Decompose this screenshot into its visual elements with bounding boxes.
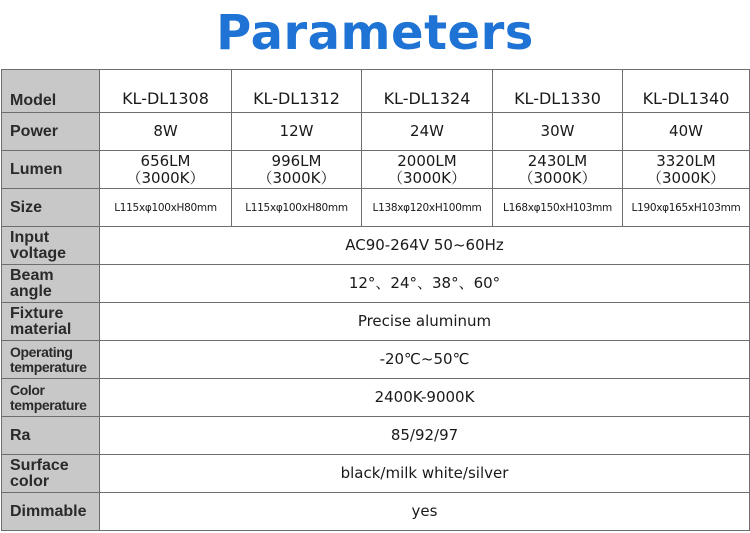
- table-row-color-temperature: [2, 379, 750, 417]
- label-line: angle: [10, 282, 52, 300]
- model-cell: KL-DL1340: [623, 70, 750, 113]
- row-label-input-voltage: [2, 227, 100, 265]
- row-label-power: Power: [2, 113, 100, 151]
- page-title: Parameters: [216, 5, 534, 61]
- lumen-value: 2000LM: [397, 151, 457, 170]
- row-label-dimmable: Dimmable: [2, 493, 100, 531]
- power-cell: 24W: [362, 113, 493, 151]
- row-label-size: Size: [2, 189, 100, 227]
- lumen-cell: [493, 151, 623, 189]
- label-line: temperature: [10, 396, 87, 413]
- size-cell: L168xφ150xH103mm: [493, 189, 623, 227]
- table-row-ra: [2, 417, 750, 455]
- table-row-power: [2, 113, 750, 151]
- label-line: material: [10, 320, 72, 338]
- fixture-material-value: Precise aluminum: [100, 303, 750, 341]
- lumen-cct: （3000K）: [126, 168, 205, 187]
- size-cell: L190xφ165xH103mm: [623, 189, 750, 227]
- lumen-cell: [232, 151, 362, 189]
- model-cell: KL-DL1308: [100, 70, 232, 113]
- model-cell: KL-DL1330: [493, 70, 623, 113]
- label-line: Color: [10, 381, 45, 398]
- table-row-lumen: [2, 151, 750, 189]
- lumen-value: 656LM: [140, 151, 191, 170]
- size-cell: L115xφ100xH80mm: [232, 189, 362, 227]
- row-label-fixture-material: [2, 303, 100, 341]
- power-cell: 12W: [232, 113, 362, 151]
- operating-temperature-value: -20℃~50℃: [100, 341, 750, 379]
- table-row-dimmable: [2, 493, 750, 531]
- table-row-model: [2, 70, 750, 113]
- model-cell: KL-DL1324: [362, 70, 493, 113]
- lumen-cell: [623, 151, 750, 189]
- row-label-operating-temperature: [2, 341, 100, 379]
- power-cell: 40W: [623, 113, 750, 151]
- power-cell: 30W: [493, 113, 623, 151]
- row-label-color-temperature: [2, 379, 100, 417]
- input-voltage-value: AC90-264V 50~60Hz: [100, 227, 750, 265]
- label-line: temperature: [10, 358, 87, 375]
- table-row-beam-angle: [2, 265, 750, 303]
- row-label-ra: Ra: [2, 417, 100, 455]
- lumen-value: 996LM: [271, 151, 322, 170]
- ra-value: 85/92/97: [100, 417, 750, 455]
- row-label-model: Model: [2, 70, 100, 113]
- parameters-table: [1, 69, 750, 531]
- lumen-cct: （3000K）: [257, 168, 336, 187]
- surface-color-value: black/milk white/silver: [100, 455, 750, 493]
- label-line: voltage: [10, 244, 67, 262]
- table-row-size: [2, 189, 750, 227]
- label-line: color: [10, 472, 50, 490]
- row-label-lumen: Lumen: [2, 151, 100, 189]
- size-cell: L115xφ100xH80mm: [100, 189, 232, 227]
- table-row-fixture-material: [2, 303, 750, 341]
- label-line: Surface: [10, 456, 69, 474]
- lumen-cct: （3000K）: [646, 168, 725, 187]
- label-line: Input: [10, 228, 50, 246]
- table-row-operating-temperature: [2, 341, 750, 379]
- lumen-cell: [100, 151, 232, 189]
- dimmable-value: yes: [100, 493, 750, 531]
- lumen-cell: [362, 151, 493, 189]
- model-cell: KL-DL1312: [232, 70, 362, 113]
- table-row-surface-color: [2, 455, 750, 493]
- row-label-surface-color: [2, 455, 100, 493]
- label-line: Beam: [10, 266, 54, 284]
- table-row-input-voltage: [2, 227, 750, 265]
- lumen-value: 2430LM: [527, 151, 588, 170]
- lumen-cct: （3000K）: [387, 168, 466, 187]
- label-line: Operating: [10, 343, 73, 360]
- label-line: Fixture: [10, 304, 64, 322]
- lumen-value: 3320LM: [656, 151, 716, 170]
- power-cell: 8W: [100, 113, 232, 151]
- beam-angle-value: 12°、24°、38°、60°: [100, 265, 750, 303]
- size-cell: L138xφ120xH100mm: [362, 189, 493, 227]
- color-temperature-value: 2400K-9000K: [100, 379, 750, 417]
- lumen-cct: （3000K）: [518, 168, 597, 187]
- row-label-beam-angle: [2, 265, 100, 303]
